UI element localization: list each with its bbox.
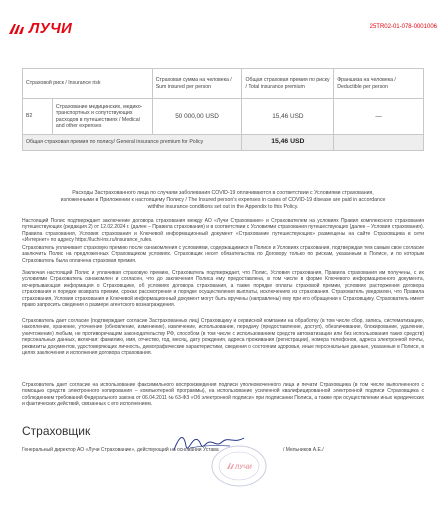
header-sum: Страховая сумма на человека / Sum insured per person xyxy=(152,69,242,99)
risk-code: В2 xyxy=(23,99,53,135)
page-header xyxy=(0,0,446,50)
sum-insured: 50 000,00 USD xyxy=(152,99,242,135)
signer-name: / Мельников А.Е./ xyxy=(283,447,324,453)
facsimile-paragraph: Страхователь дает согласие на использование факсимильного воспроизведения подписи уполномоченного лица и печати Страховщика (в том числе выполненного с помощью средств электронного копирования – компьютерной программы), на использование усиленной квалифицированной электронной подписи Страховщика с соблюдением требований Федерального закона от 06.04.2011 № 63-ФЗ «Об электронной подписи» при подписании Полиса, а также при осуществлении иных юридических и фактических действий, связанных с его исполнением. xyxy=(22,382,424,408)
header-deductible: Франшиза на человека / Deductible per person xyxy=(334,69,424,99)
coverage-table xyxy=(22,68,424,151)
table-row xyxy=(23,99,424,135)
header-risk: Страховой риск / Insurance risk xyxy=(23,69,153,99)
total-row xyxy=(23,135,424,151)
total-label: Общая страховая премия по полису/ General insurance premium for Policy xyxy=(23,135,242,151)
table-header-row xyxy=(23,69,424,99)
acceptance-paragraph: Заключая настоящий Полис и уплачивая страховую премию, Страхователь подтверждает, что Полис, Условия страхования, Правила страхования им получены, с их условиями Страхователь ознакомлен и согласен, что до заключения Полиса ему предоставлена, в том числе в форме Ключевого информационного документа, исчерпывающая информация о Страховщике, об условиях договора страхования, а также порядке оплаты страховой премии, условиях расторжения договора страхования и порядке возврата премии, сроках рассмотрения и порядке осуществления выплаты, исключениях из страхования. Страхователь уведомлен, что Правила страхования, Условия страхования и Ключевой информационный документ могут быть вручены (направлены) ему при его обращении к Страховщику. Страхователь имеет право запросить сведения о размере агентского вознаграждения. xyxy=(22,270,424,308)
policy-number: 25TR02-01-078-0001006 xyxy=(369,24,437,30)
brand-name: ЛУЧИ xyxy=(29,20,73,37)
premium-paragraph: Страхователь уплачивает страховую премию после ознакомления с условиями, содержащимися в Полисе и Условиях страхования, подтверждая тем самым свое согласие заключить Полис на предложенных Страховщиком условиях. Страховщик несет обязательства по Договору только по рискам, указанным в Полисе, и по которым Страхователь была оплачена страховая премия. xyxy=(22,245,424,264)
company-stamp xyxy=(210,444,268,488)
personal-data-paragraph: Страхователь дает согласие (подтверждает согласие Застрахованных лиц) Страховщику и сервисной компании на обработку (в том числе сбор, запись, систематизацию, накопление, хранение, уточнение (обновление, изменение), извлечение, использование, передачу (предоставление, доступ), обезличивание, блокирование, удаление, уничтожение) любым, не противоречащим законодательству РФ, способом (в том числе с использованием средств автоматизации или без использования таких средств) персональных данных, включая: фамилию, имя, отчество, год, месяц, дату рождения, адреса проживания (регистрации), номера телефонов, адреса электронной почты, реквизиты документов, удостоверяющих личность, демографические характеристики, сведения о состоянии здоровья, иные персональные данные, указанные в Полисе, в целях заключения и исполнения договора страхования. xyxy=(22,318,424,356)
policy-paragraph: Настоящий Полис подтверждает заключение договора страхования между АО «Лучи Страхование» и Страхователем на условиях Правил комплексного страхования путешествующих (редакция 2) от 12.02.2024 г. (далее – Правила страхования) и в соответствии с Условиями страхования путешествующих (далее – Условия страхования). Правила страхования, Условия страхования и Ключевой информационный документ «Страхование путешествующих» размещены на сайте Страховщика в сети «Интернет» по адресу https://luchi-ins.ru/insurance_rules. xyxy=(22,218,424,244)
deductible: — xyxy=(334,99,424,135)
total-value: 15,46 USD xyxy=(242,135,334,151)
signer-role: Генеральный директор АО «Лучи Страхование», действующий на основании Устава xyxy=(22,447,219,453)
stamp-brand: ЛУЧИ xyxy=(235,465,252,471)
risk-premium: 15,46 USD xyxy=(242,99,334,135)
insurer-heading: Страховщик xyxy=(22,424,91,438)
header-premium: Общая страховая премия по риску / Total insurance premium xyxy=(242,69,334,99)
covid-note: Расходы Застрахованного лица по случаям заболевания COVID-19 оплачиваются в соответствии с Условиями страхования, изложенными в Приложении к настоящему Полису / The Insured person's expenses in cases of COVID-19 disease are paid in accordance withthe insurance conditions set out in the Appendix to this Policy. xyxy=(60,190,386,210)
total-empty-cell xyxy=(334,135,424,151)
risk-description: Страхование медицинских, медико-транспортных и сопутствующих расходов в путешествиях / Medical and other expenses xyxy=(52,99,152,135)
sun-rays-icon xyxy=(8,23,26,35)
brand-logo xyxy=(8,20,72,37)
